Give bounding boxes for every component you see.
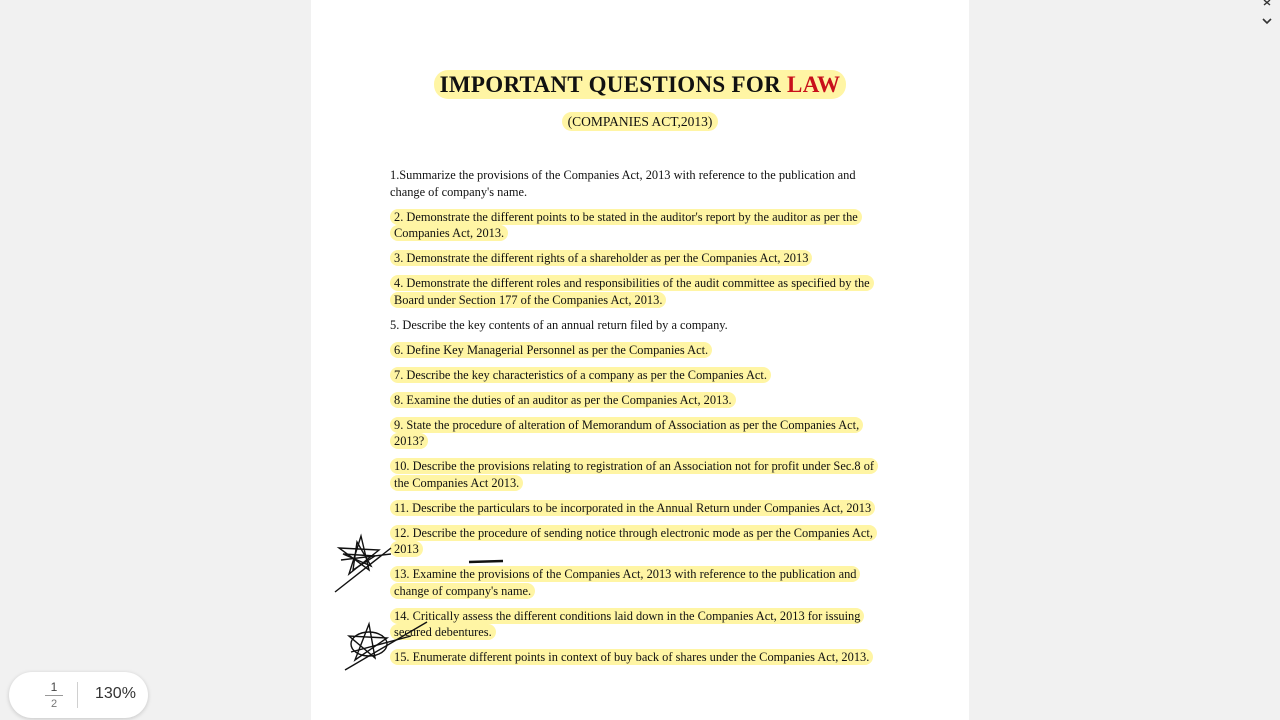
page-zoom-control (9, 672, 148, 718)
total-pages: 2 (50, 698, 58, 710)
control-separator (77, 682, 78, 708)
window-controls (1254, 0, 1280, 34)
question-6: 6. Define Key Managerial Personnel as per the Companies Act. (390, 342, 890, 359)
underline-scribble (467, 556, 507, 568)
document-subtitle (311, 114, 969, 130)
chevron-down-icon[interactable] (1263, 19, 1271, 23)
question-3: 3. Demonstrate the different rights of a shareholder as per the Companies Act, 2013 (390, 250, 890, 267)
question-12: 12. Describe the procedure of sending notice through electronic mode as per the Companies Act, 2013 (390, 525, 890, 558)
question-9: 9. State the procedure of alteration of Memorandum of Association as per the Companies Act, 2013? (390, 417, 890, 450)
title-accent: LAW (787, 72, 841, 97)
pdf-page (311, 0, 969, 720)
star-doodle-1 (331, 530, 411, 598)
current-page-number[interactable]: 1 (50, 680, 58, 694)
question-7: 7. Describe the key characteristics of a company as per the Companies Act. (390, 367, 890, 384)
star-doodle-2 (339, 616, 435, 674)
question-2: 2. Demonstrate the different points to be stated in the auditor's report by the auditor as per the Companies Act, 2013. (390, 209, 890, 242)
question-11: 11. Describe the particulars to be incorporated in the Annual Return under Companies Act, 2013 (390, 500, 890, 517)
title-main: IMPORTANT QUESTIONS FOR (439, 72, 781, 97)
question-10: 10. Describe the provisions relating to registration of an Association not for profit under Sec.8 of the Companies Act 2013. (390, 458, 890, 491)
question-5: 5. Describe the key contents of an annual return filed by a company. (390, 317, 728, 332)
close-icon[interactable] (1264, 0, 1270, 5)
question-8: 8. Examine the duties of an auditor as per the Companies Act, 2013. (390, 392, 890, 409)
question-list (390, 167, 890, 666)
question-1: 1.Summarize the provisions of the Companies Act, 2013 with reference to the publication and change of company's name. (390, 168, 856, 199)
subtitle-text: (COMPANIES ACT,2013) (562, 112, 719, 131)
zoom-level[interactable]: 130% (95, 685, 136, 702)
question-4: 4. Demonstrate the different roles and responsibilities of the audit committee as specified by the Board under Section 177 of the Companies Act, 2013. (390, 275, 890, 308)
question-13: 13. Examine the provisions of the Companies Act, 2013 with reference to the publication and change of company's name. (390, 566, 890, 599)
question-15: 15. Enumerate different points in context of buy back of shares under the Companies Act, 2013. (390, 649, 890, 666)
page-divider (45, 695, 63, 696)
document-title (311, 72, 969, 98)
question-14: 14. Critically assess the different conditions laid down in the Companies Act, 2013 for issuing secured debentures. (390, 608, 890, 641)
